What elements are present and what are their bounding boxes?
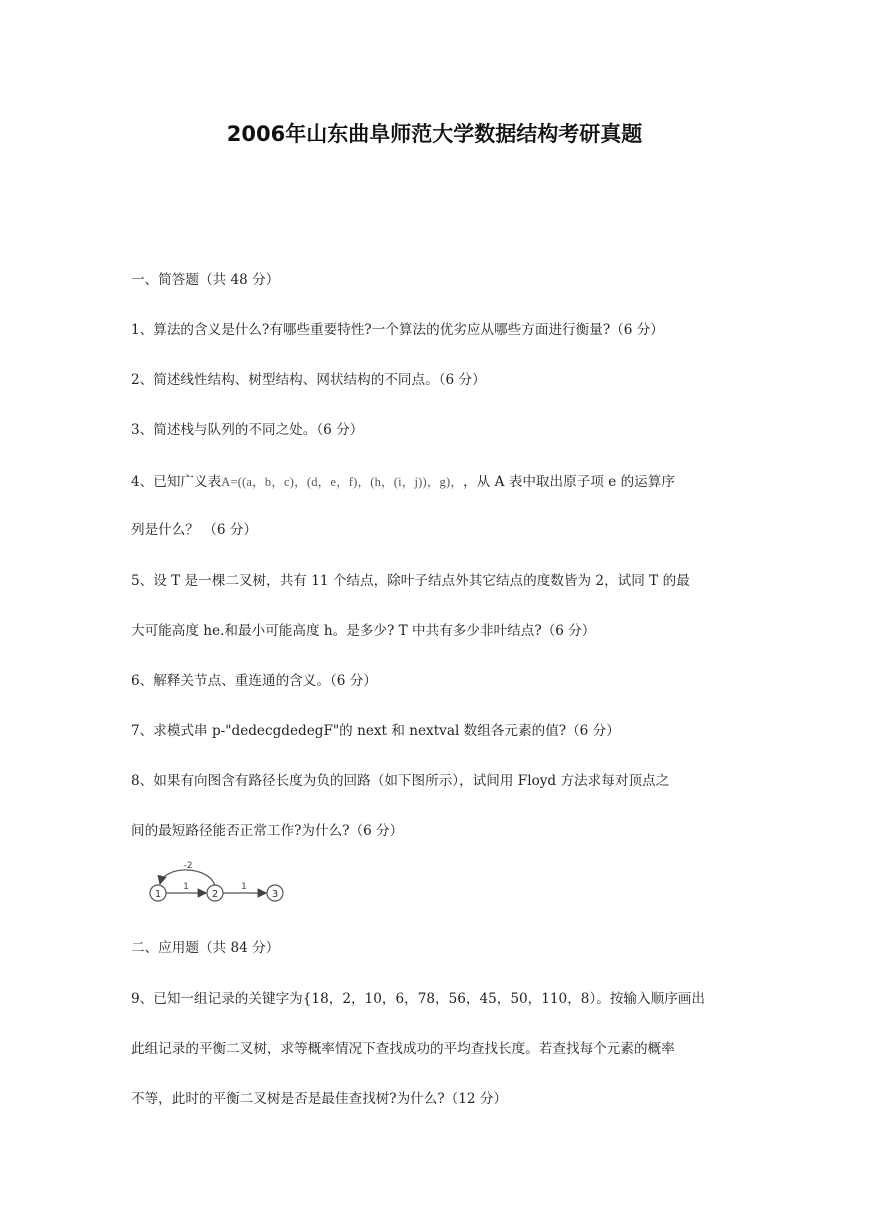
generalized-list-expression: A=((a，b，c)，(d，e，f)，(h，(i，j))，g)， [221,475,464,489]
question-4-suffix: ，从 A 表中取出原子项 e 的运算序 [463,474,675,490]
question-4 [131,472,751,492]
edge-2-to-1-label: -2 [183,861,193,871]
question-4-prefix: 4、已知广义表 [131,474,222,490]
page-title: 2006年山东曲阜师范大学数据结构考研真题 [226,122,643,146]
node-1-label: 1 [154,889,162,900]
node-3-label: 3 [271,889,279,900]
question-9-continued-1: 此组记录的平衡二叉树，求等概率情况下查找成功的平均查找长度。若查找每个元素的概率 [131,1041,675,1057]
question-9-continued-2: 不等，此时的平衡二叉树是否是最佳查找树?为什么?（12 分） [131,1091,508,1107]
question-6: 6、解释关节点、重连通的含义。（6 分） [131,673,377,689]
section-heading-1: 一、简答题（共 48 分） [131,272,280,288]
question-3: 3、简述栈与队列的不同之处。（6 分） [131,422,364,438]
question-4-continued: 列是什么？ （6 分） [131,522,258,538]
question-8-continued: 间的最短路径能否正常工作?为什么?（6 分） [131,823,404,839]
negative-cycle-graph-figure [140,858,290,908]
question-9: 9、已知一组记录的关键字为{18，2，10，6，78，56，45，50，110，8）。按输入顺序画出 [131,991,705,1007]
question-1: 1、算法的含义是什么?有哪些重要特性?一个算法的优劣应从哪些方面进行衡量?（6 分） [131,322,664,338]
edge-1-to-2-label: 1 [183,882,189,892]
section-heading-2: 二、应用题（共 84 分） [131,940,280,956]
question-7: 7、求模式串 p-"dedecgdedegF"的 next 和 nextval 数组各元素的值?（6 分） [131,723,620,739]
question-5-continued: 大可能高度 he.和最小可能高度 h。是多少? T 中共有多少非叶结点?（6 分） [131,623,596,639]
node-2-label: 2 [211,889,219,900]
question-2: 2、简述线性结构、树型结构、网状结构的不同点。（6 分） [131,372,486,388]
question-8: 8、如果有向图含有路径长度为负的回路（如下图所示），试间用 Floyd 方法求每对顶点之 [131,773,670,789]
question-5: 5、设 T 是一棵二叉树，共有 11 个结点，除叶子结点外其它结点的度数皆为 2，试同 T 的最 [131,573,690,589]
edge-2-to-3-label: 1 [241,882,247,892]
